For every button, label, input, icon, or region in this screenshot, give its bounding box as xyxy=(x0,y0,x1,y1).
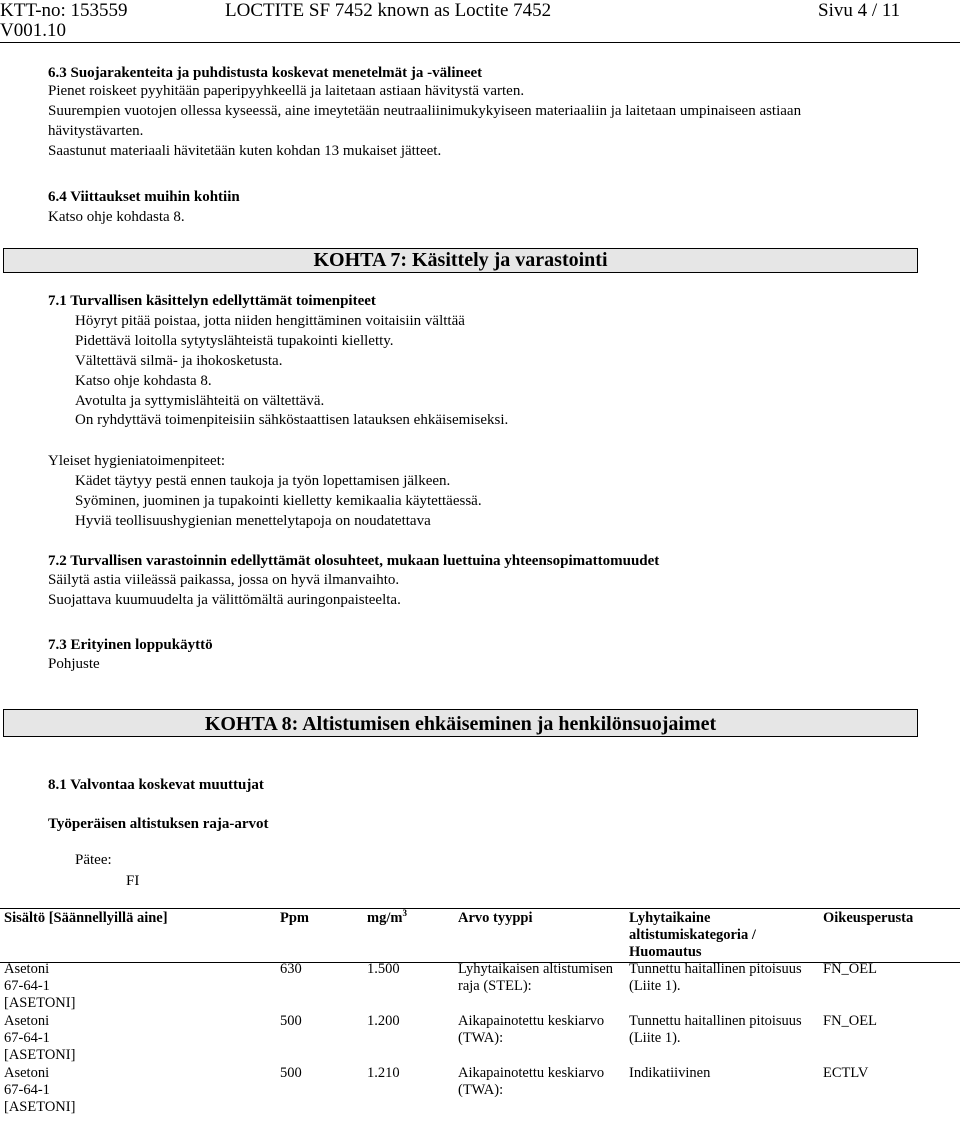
substance-code: [ASETONI] xyxy=(4,995,76,1011)
cas-number: 67-64-1 xyxy=(4,1030,50,1046)
header-short-term xyxy=(625,908,819,961)
cas-number: 67-64-1 xyxy=(4,978,50,994)
cell-ppm: 500 xyxy=(280,1065,302,1081)
document-number: KTT-no: 153559 xyxy=(0,0,128,21)
cell-value-type xyxy=(454,1065,625,1117)
cell-short-term xyxy=(625,1013,819,1065)
substance-code: [ASETONI] xyxy=(4,1047,76,1063)
value-type-line: raja (STEL): xyxy=(458,978,532,994)
substance-name: Asetoni xyxy=(4,1065,50,1081)
cell-mg: 1.500 xyxy=(367,961,400,977)
applies-label: Pätee: xyxy=(75,852,112,868)
cell-short-term xyxy=(625,961,819,1013)
section-7-heading xyxy=(3,248,918,273)
section-6-4-title: 6.4 Viittaukset muihin kohtiin xyxy=(48,189,240,205)
exposure-limits-subtitle: Työperäisen altistuksen raja-arvot xyxy=(48,816,269,832)
product-name: LOCTITE SF 7452 known as Loctite 7452 xyxy=(225,0,552,21)
section-7-1-line: Pidettävä loitolla sytytyslähteistä tupakointi kielletty. xyxy=(75,333,394,349)
applies-country: FI xyxy=(126,873,140,889)
section-6-3-line: Saastunut materiaali hävitetään kuten kohdan 13 mukaiset jätteet. xyxy=(48,143,442,159)
substance-name: Asetoni xyxy=(4,1013,50,1029)
value-type-line: (TWA): xyxy=(458,1030,504,1046)
cell-basis: ECTLV xyxy=(823,1065,869,1081)
substance-code: [ASETONI] xyxy=(4,1099,76,1115)
cell-mg: 1.210 xyxy=(367,1065,400,1081)
document-version: V001.10 xyxy=(0,20,66,41)
section-6-3-line: Pienet roiskeet pyyhitään paperipyyhkeellä ja laitetaan astiaan hävitystä varten. xyxy=(48,83,525,99)
table-row xyxy=(0,961,960,1013)
value-type-line: Lyhytaikaisen altistumisen xyxy=(458,961,614,977)
section-6-3-line: Suurempien vuotojen ollessa kyseessä, aine imeytetään neutraaliinimukykyiseen materiaaliin ja laitetaan umpinaiseen astiaan xyxy=(48,103,802,119)
value-type-line: Aikapainotettu keskiarvo xyxy=(458,1065,605,1081)
exposure-limits-table xyxy=(0,908,960,1117)
header-divider xyxy=(0,42,960,43)
hygiene-title: Yleiset hygieniatoimenpiteet: xyxy=(48,453,226,469)
hygiene-line: Kädet täytyy pestä ennen taukoja ja työn lopettamisen jälkeen. xyxy=(75,473,451,489)
cas-number: 67-64-1 xyxy=(4,1082,50,1098)
value-type-line: Aikapainotettu keskiarvo xyxy=(458,1013,605,1029)
section-8-1-title: 8.1 Valvontaa koskevat muuttujat xyxy=(48,777,264,793)
table-row xyxy=(0,1013,960,1065)
section-7-1-line: Vältettävä silmä- ja ihokosketusta. xyxy=(75,353,283,369)
section-7-1-line: On ryhdyttävä toimenpiteisiin sähköstaattisen latauksen ehkäisemiseksi. xyxy=(75,412,509,428)
header-mg-base: mg/m xyxy=(367,910,403,926)
cell-basis: FN_OEL xyxy=(823,1013,877,1029)
section-7-2-line: Suojattava kuumuudelta ja välittömältä auringonpaisteelta. xyxy=(48,592,401,608)
header-mg-exponent: 3 xyxy=(402,908,407,918)
header-short-term-line: Lyhytaikaine xyxy=(629,910,711,926)
short-term-line: (Liite 1). xyxy=(629,1030,681,1046)
section-7-title: KOHTA 7: Käsittely ja varastointi xyxy=(313,249,608,271)
page-number: Sivu 4 / 11 xyxy=(818,0,901,21)
header-basis: Oikeusperusta xyxy=(823,910,914,926)
short-term-line: Tunnettu haitallinen pitoisuus xyxy=(629,1013,802,1029)
header-mg xyxy=(363,908,454,961)
cell-value-type xyxy=(454,961,625,1013)
section-7-1-line: Avotulta ja syttymislähteitä on vältettävä. xyxy=(75,393,325,409)
section-7-1-line: Katso ohje kohdasta 8. xyxy=(75,373,212,389)
section-7-3-line: Pohjuste xyxy=(48,656,100,672)
short-term-line: Indikatiivinen xyxy=(629,1065,711,1081)
section-6-3-title: 6.3 Suojarakenteita ja puhdistusta koskevat menetelmät ja -välineet xyxy=(48,65,483,81)
header-short-term-line: altistumiskategoria / xyxy=(629,927,756,943)
table-header-divider xyxy=(0,962,960,963)
short-term-line: Tunnettu haitallinen pitoisuus xyxy=(629,961,802,977)
header-substance: Sisältö [Säännellyillä aine] xyxy=(4,910,168,926)
section-6-3-line: hävitystävarten. xyxy=(48,123,144,139)
header-value-type: Arvo tyyppi xyxy=(458,910,533,926)
hygiene-line: Syöminen, juominen ja tupakointi kielletty kemikaalia käytettäessä. xyxy=(75,493,482,509)
short-term-line: (Liite 1). xyxy=(629,978,681,994)
cell-substance xyxy=(0,1065,276,1117)
cell-ppm: 500 xyxy=(280,1013,302,1029)
cell-short-term xyxy=(625,1065,819,1117)
section-7-2-line: Säilytä astia viileässä paikassa, jossa on hyvä ilmanvaihto. xyxy=(48,572,400,588)
hygiene-line: Hyviä teollisuushygienian menettelytapoja on noudatettava xyxy=(75,513,431,529)
section-7-3-title: 7.3 Erityinen loppukäyttö xyxy=(48,637,213,653)
section-8-title: KOHTA 8: Altistumisen ehkäiseminen ja henkilönsuojaimet xyxy=(204,713,717,735)
cell-ppm: 630 xyxy=(280,961,302,977)
section-8-heading xyxy=(3,709,918,737)
substance-name: Asetoni xyxy=(4,961,50,977)
table-row xyxy=(0,1065,960,1117)
header-ppm: Ppm xyxy=(280,910,309,926)
section-6-4-line: Katso ohje kohdasta 8. xyxy=(48,209,185,225)
table-header-row xyxy=(0,908,960,961)
section-7-1-line: Höyryt pitää poistaa, jotta niiden hengittäminen voitaisiin välttää xyxy=(75,313,465,329)
cell-basis: FN_OEL xyxy=(823,961,877,977)
cell-mg: 1.200 xyxy=(367,1013,400,1029)
value-type-line: (TWA): xyxy=(458,1082,504,1098)
cell-substance xyxy=(0,1013,276,1065)
cell-value-type xyxy=(454,1013,625,1065)
header-short-term-line: Huomautus xyxy=(629,944,702,960)
table-top-border xyxy=(0,908,960,909)
cell-substance xyxy=(0,961,276,1013)
section-7-2-title: 7.2 Turvallisen varastoinnin edellyttämät olosuhteet, mukaan luettuina yhteensopimattomuudet xyxy=(48,553,660,569)
section-7-1-title: 7.1 Turvallisen käsittelyn edellyttämät toimenpiteet xyxy=(48,293,376,309)
